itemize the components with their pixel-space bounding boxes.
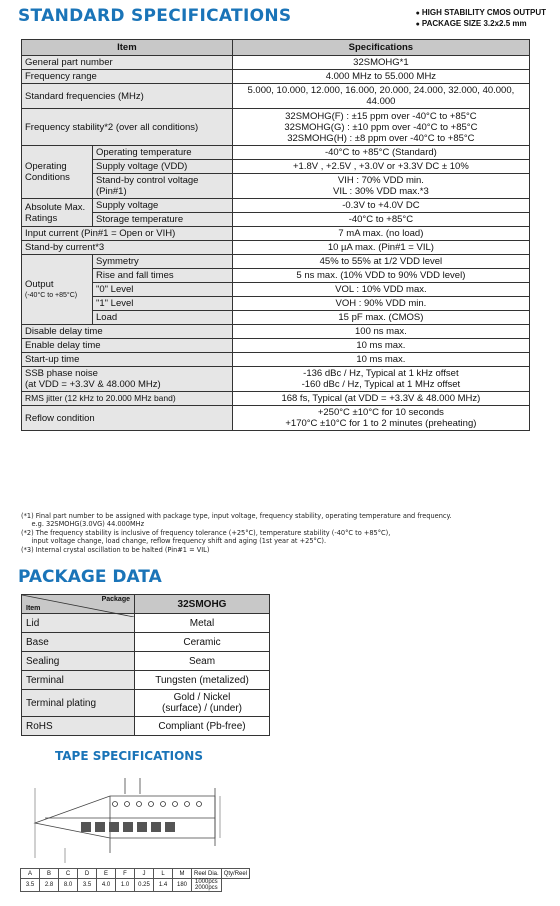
tape-value: 4.0 (97, 879, 116, 892)
row-value: 7 mA max. (no load) (232, 227, 529, 241)
tape-value: 3.5 (21, 879, 40, 892)
group-label: Operating Conditions (22, 146, 93, 199)
page-title: STANDARD SPECIFICATIONS (18, 6, 292, 26)
pkg-value: Ceramic (135, 633, 270, 652)
tape-value: 3.5 (78, 879, 97, 892)
row-label (22, 367, 233, 392)
tape-value (192, 879, 222, 892)
row-label: Reflow condition (22, 406, 233, 431)
tape-table (20, 868, 250, 892)
value-line: 32SMOHG(G) : ±10 ppm over -40°C to +85°C (284, 121, 478, 133)
pkg-value (135, 690, 270, 717)
footnote: (*2) The frequency stability is inclusive of frequency tolerance (+25°C), temperature stability (-40°C to +85°C), (21, 528, 391, 537)
pkg-corner-item: Item (26, 605, 41, 612)
group-label (22, 255, 93, 325)
section-title: TAPE SPECIFICATIONS (55, 749, 203, 763)
col-header-item: Item (22, 40, 233, 56)
tape-header: C (59, 869, 78, 879)
tape-header: E (97, 869, 116, 879)
row-label: RMS jitter (12 kHz to 20.000 MHz band) (22, 392, 233, 406)
value-line: -160 dBc / Hz, Typical at 1 MHz offset (301, 379, 461, 390)
footnotes (21, 512, 541, 554)
value-line: +170°C ±10°C for 1 to 2 minutes (preheating) (285, 418, 477, 429)
tape-value: 180 (173, 879, 192, 892)
row-label: Stand-by control voltage (Pin#1) (93, 174, 233, 199)
value-line: 2000pcs (195, 885, 218, 891)
tape-header: D (78, 869, 97, 879)
section-title: PACKAGE DATA (18, 567, 162, 587)
col-header-spec: Specifications (232, 40, 529, 56)
tape-value: 8.0 (59, 879, 78, 892)
pkg-label: Sealing (22, 652, 135, 671)
row-label: Enable delay time (22, 339, 233, 353)
tape-header: M (173, 869, 192, 879)
row-value: 10 µA max. (Pin#1 = VIL) (232, 241, 529, 255)
row-value: 10 ms max. (232, 339, 529, 353)
tape-value: 1.4 (154, 879, 173, 892)
value-line: VIH : 70% VDD min. (337, 175, 424, 186)
label-line: (at VDD = +3.3V & 48.000 MHz) (25, 379, 161, 390)
row-value: 5 ns max. (10% VDD to 90% VDD level) (232, 269, 529, 283)
pkg-label: Lid (22, 614, 135, 633)
tape-header: Qty/Reel (221, 869, 249, 879)
value-line: 32SMOHG(H) : ±8 ppm over -40°C to +85°C (287, 132, 475, 144)
footnote: (*3) Internal crystal oscillation to be halted (Pin#1 = VIL) (21, 545, 210, 554)
row-label: Input current (Pin#1 = Open or VIH) (22, 227, 233, 241)
pkg-corner-cell (22, 595, 135, 614)
row-value (232, 174, 529, 199)
value-line: 1000pcs (195, 879, 218, 885)
row-label: Standard frequencies (MHz) (22, 84, 233, 109)
row-value (232, 367, 529, 392)
row-label: Disable delay time (22, 325, 233, 339)
pkg-model-header: 32SMOHG (135, 595, 270, 614)
bullet-item: ● HIGH STABILITY CMOS OUTPUT (416, 8, 546, 19)
tape-value: 0.25 (135, 879, 154, 892)
pkg-value: Metal (135, 614, 270, 633)
row-value: 15 pF max. (CMOS) (232, 311, 529, 325)
value-line: Gold / Nickel (173, 692, 231, 703)
tape-header: F (116, 869, 135, 879)
pkg-label: RoHS (22, 717, 135, 736)
row-value: 10 ms max. (232, 353, 529, 367)
row-value (232, 406, 529, 431)
bullet-item: ● PACKAGE SIZE 3.2x2.5 mm (416, 19, 546, 30)
group-label-text: Output (25, 278, 54, 290)
pkg-value: Tungsten (metalized) (135, 671, 270, 690)
value-line: (surface) / (under) (161, 703, 243, 714)
feature-bullets (416, 8, 546, 30)
tape-header: A (21, 869, 40, 879)
row-value: -40°C to +85°C (Standard) (232, 146, 529, 160)
tape-value: 2.8 (40, 879, 59, 892)
row-label: Symmetry (93, 255, 233, 269)
value-line: +250°C ±10°C for 10 seconds (317, 407, 444, 418)
row-value (232, 109, 529, 146)
label-line: SSB phase noise (25, 368, 98, 379)
row-value: 32SMOHG*1 (232, 56, 529, 70)
footnote: (*1) Final part number to be assigned with package type, input voltage, frequency stability, operating temperature and frequency. (21, 512, 452, 520)
row-value: 5.000, 10.000, 12.000, 16.000, 20.000, 24.000, 32.000, 40.000, 44.000 (232, 84, 529, 109)
tape-header: B (40, 869, 59, 879)
tape-header: L (154, 869, 173, 879)
package-table (21, 594, 270, 736)
tape-value: 1.0 (116, 879, 135, 892)
pkg-label: Terminal plating (22, 690, 135, 717)
row-label: Storage temperature (93, 213, 233, 227)
tape-header: Reel Dia. (192, 869, 222, 879)
row-label: Operating temperature (93, 146, 233, 160)
row-value: VOL : 10% VDD max. (232, 283, 529, 297)
row-label: Supply voltage (VDD) (93, 160, 233, 174)
group-label-sub: (-40°C to +85°C) (25, 291, 78, 299)
row-label: Load (93, 311, 233, 325)
row-value: -40°C to +85°C (232, 213, 529, 227)
value-line: 32SMOHG(F) : ±15 ppm over -40°C to +85°C (285, 110, 477, 122)
group-label: Absolute Max. Ratings (22, 199, 93, 227)
pkg-label: Terminal (22, 671, 135, 690)
pkg-label: Base (22, 633, 135, 652)
value-line: -136 dBc / Hz, Typical at 1 kHz offset (303, 368, 459, 379)
row-value: 168 fs, Typical (at VDD = +3.3V & 48.000 MHz) (232, 392, 529, 406)
row-label: "1" Level (93, 297, 233, 311)
pkg-corner-package: Package (101, 596, 130, 603)
row-label: "0" Level (93, 283, 233, 297)
row-label: Frequency range (22, 70, 233, 84)
row-value: 45% to 55% at 1/2 VDD level (232, 255, 529, 269)
value-line: VIL : 30% VDD max.*3 (333, 186, 429, 197)
row-value: VOH : 90% VDD min. (232, 297, 529, 311)
tape-diagram (15, 768, 235, 868)
row-label: General part number (22, 56, 233, 70)
spec-table (21, 39, 530, 431)
footnote: e.g. 32SMOHG(3.0VG) 44.000MHz (21, 520, 145, 529)
row-label: Stand-by current*3 (22, 241, 233, 255)
footnote: input voltage change, load change, reflow frequency shift and aging (1st year at +25°C). (21, 537, 327, 546)
row-value: 100 ns max. (232, 325, 529, 339)
tape-header: J (135, 869, 154, 879)
pkg-value: Seam (135, 652, 270, 671)
row-label: Frequency stability*2 (over all conditions) (22, 109, 233, 146)
row-value: 4.000 MHz to 55.000 MHz (232, 70, 529, 84)
pkg-value: Compliant (Pb-free) (135, 717, 270, 736)
row-value: +1.8V , +2.5V , +3.0V or +3.3V DC ± 10% (232, 160, 529, 174)
row-label: Supply voltage (93, 199, 233, 213)
row-value: -0.3V to +4.0V DC (232, 199, 529, 213)
row-label: Start-up time (22, 353, 233, 367)
row-label: Rise and fall times (93, 269, 233, 283)
